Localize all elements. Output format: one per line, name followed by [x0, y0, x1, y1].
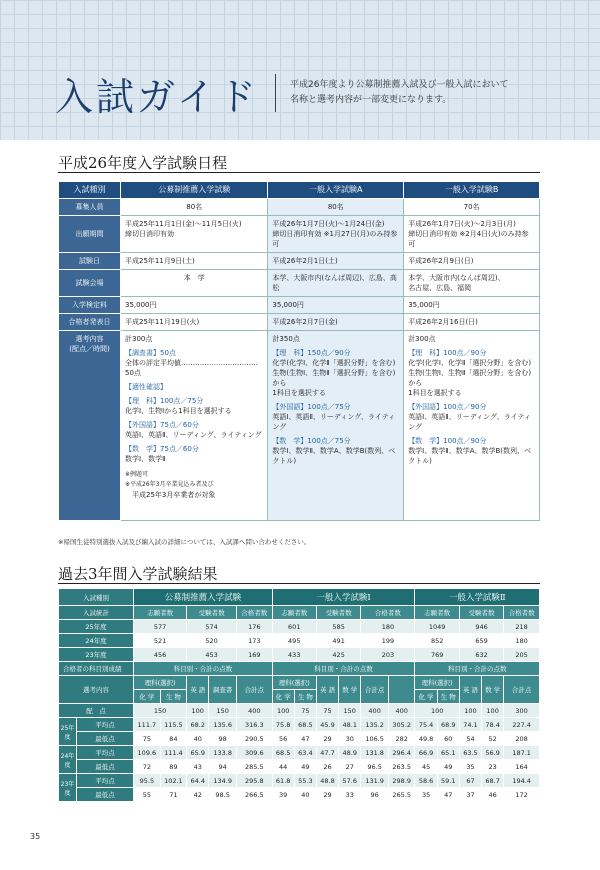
table-cell: 456 — [134, 648, 187, 662]
table-cell: 59.1 — [437, 774, 459, 788]
select-line: ※平成26年3月卒業見込み者及び — [125, 481, 214, 488]
select-line: 【外国語】100点／90分 — [408, 403, 487, 411]
table-cell: 98 — [209, 732, 237, 746]
table-cell: 131.8 — [361, 746, 389, 760]
row-header: 25年度 — [59, 718, 77, 746]
table-cell: 425 — [316, 648, 360, 662]
table-cell: 95.5 — [134, 774, 161, 788]
table-cell: 295.8 — [236, 774, 272, 788]
table-cell: 75 — [134, 732, 161, 746]
table-cell: 平成26年2月16日(日) — [404, 314, 540, 331]
table-cell: 585 — [316, 620, 360, 634]
divider — [58, 172, 540, 173]
select-line: 【数 学】100点／75分 — [272, 437, 351, 445]
table-cell: 75.4 — [415, 718, 437, 732]
column-header: 受験者数 — [459, 606, 503, 620]
table-cell: 66.9 — [415, 746, 437, 760]
table-cell: 55.3 — [294, 774, 316, 788]
table-cell: 37 — [459, 788, 481, 802]
table-cell: 23 — [482, 760, 504, 774]
table-row — [59, 662, 540, 676]
table-cell: 平成26年2月7日(金) — [268, 314, 404, 331]
table-row — [59, 199, 540, 216]
table-cell: 48.8 — [316, 774, 338, 788]
row-header: 平均点 — [77, 774, 134, 788]
row-header: 募集人員 — [59, 199, 121, 216]
row-header: 配 点 — [59, 704, 134, 718]
column-header: 公募制推薦入学試験 — [121, 182, 268, 199]
table-cell: 平成25年11月9日(土) — [121, 253, 268, 270]
divider — [58, 583, 540, 584]
table-row — [59, 270, 540, 297]
table-cell: 65.1 — [437, 746, 459, 760]
table-cell: 75 — [294, 704, 316, 718]
table-cell: 134.9 — [209, 774, 237, 788]
column-header: 一般入学試験Ⅱ — [415, 589, 540, 606]
table-cell: 100 — [187, 704, 209, 718]
table-cell: 115.5 — [160, 718, 187, 732]
column-header: 志願者数 — [272, 606, 316, 620]
table-cell: 150 — [134, 704, 187, 718]
column-header: 一般入学試験B — [404, 182, 540, 199]
table-cell: 80名 — [121, 199, 268, 216]
row-header: 平均点 — [77, 746, 134, 760]
table-cell: 173 — [236, 634, 272, 648]
column-header: 数 学 — [482, 676, 504, 704]
table-cell: 282 — [388, 732, 415, 746]
column-header: 理科(選択) — [134, 676, 187, 690]
table-cell: 131.9 — [361, 774, 389, 788]
table-cell: 平成26年2月1日(土) — [268, 253, 404, 270]
table-cell: 218 — [504, 620, 540, 634]
select-line: 化学Ⅰ、生物Ⅰから1科目を選択する — [125, 407, 232, 415]
table-cell: 100 — [415, 704, 459, 718]
row-header: 24年度 — [59, 746, 77, 774]
row-header: 試験日 — [59, 253, 121, 270]
table-cell: 74.1 — [459, 718, 481, 732]
column-header: 一般入学試験A — [268, 182, 404, 199]
table-cell: 94 — [209, 760, 237, 774]
table-cell: 39 — [272, 788, 294, 802]
table-cell: 203 — [361, 648, 415, 662]
row-header: 入学検定料 — [59, 297, 121, 314]
header-banner — [0, 0, 600, 140]
row-header: 選考内容 — [59, 676, 134, 704]
table-cell: 574 — [187, 620, 237, 634]
table-cell: 30 — [339, 732, 361, 746]
table-cell: 56 — [272, 732, 294, 746]
select-line: 【外国語】100点／75分 — [272, 403, 351, 411]
select-line: 化学(化学Ⅰ、化学Ⅱ「選択分野」を含む) — [408, 359, 532, 367]
table-cell: 63.4 — [294, 746, 316, 760]
table-cell: 100 — [272, 704, 294, 718]
table-cell: 89 — [160, 760, 187, 774]
table-cell: 111.7 — [134, 718, 161, 732]
table-row — [59, 314, 540, 331]
select-line: 英語Ⅰ、英語Ⅱ、リーディング、ライティング — [272, 413, 396, 431]
table-cell: 55 — [134, 788, 161, 802]
table-cell: 35,000円 — [404, 297, 540, 314]
table-cell: 520 — [187, 634, 237, 648]
table-cell: 400 — [236, 704, 272, 718]
table-cell: 100 — [459, 704, 481, 718]
table-row — [59, 774, 540, 788]
table-cell: 632 — [459, 648, 503, 662]
table-cell: 194.4 — [504, 774, 540, 788]
table-cell: 平成26年2月9日(日) — [404, 253, 540, 270]
row-header: 最低点 — [77, 732, 134, 746]
select-line: 【数 学】75点／60分 — [125, 445, 199, 453]
select-content — [121, 331, 268, 521]
table-row — [59, 746, 540, 760]
table-cell: 43 — [187, 760, 209, 774]
table-row — [59, 648, 540, 662]
table-cell: 150 — [339, 704, 361, 718]
table-cell: 47 — [294, 732, 316, 746]
table-cell: 290.5 — [236, 732, 272, 746]
table-cell: 本学、大阪市内(なんば周辺)、広島、高松 — [268, 270, 404, 297]
table-cell: 平成26年1月7日(火)～1月24日(金) 締切日消印有効 ※1月27日(月)のみ持参可 — [268, 216, 404, 253]
divider — [275, 74, 276, 112]
select-line: 化学(化学Ⅰ、化学Ⅱ「選択分野」を含む) — [272, 359, 396, 367]
select-line: 全体の評定平均値……………………………50点 — [125, 359, 258, 377]
table-cell: 433 — [272, 648, 316, 662]
column-header: 数 学 — [339, 676, 361, 704]
table-cell: 300 — [504, 704, 540, 718]
table-cell: 57.6 — [339, 774, 361, 788]
table-cell: 187.1 — [504, 746, 540, 760]
table-cell: 601 — [272, 620, 316, 634]
select-line: 英語Ⅰ、英語Ⅱ、リーディング、ライティング — [125, 431, 262, 439]
table-cell: 135.6 — [209, 718, 237, 732]
header-note — [290, 78, 560, 108]
select-content — [268, 331, 404, 521]
table-cell: 285.5 — [236, 760, 272, 774]
table-cell: 54 — [459, 732, 481, 746]
table-cell: 48.1 — [339, 718, 361, 732]
table-cell: 265.5 — [388, 788, 415, 802]
table-cell: 96 — [361, 788, 389, 802]
table-cell: 659 — [459, 634, 503, 648]
table-cell: 1049 — [415, 620, 459, 634]
table-cell: 453 — [187, 648, 237, 662]
row-header: 23年度 — [59, 774, 77, 802]
table-cell: 400 — [388, 704, 415, 718]
table-cell: 67 — [459, 774, 481, 788]
table-row — [59, 589, 540, 606]
select-line: 数学Ⅰ、数学Ⅱ、数学A、数学B(数列、ベクトル) — [272, 447, 396, 465]
page-number: 35 — [30, 832, 41, 841]
select-line: 【外国語】75点／60分 — [125, 421, 199, 429]
column-header: 志願者数 — [134, 606, 187, 620]
select-line: 1科目を選択する — [272, 389, 326, 397]
table-cell: 75.8 — [272, 718, 294, 732]
table-cell: 133.8 — [209, 746, 237, 760]
footnote: ※帰国生徒特別選抜入試及び編入試の詳細については、入試課へ問い合わせください。 — [58, 538, 311, 546]
table-cell: 169 — [236, 648, 272, 662]
table-cell: 495 — [272, 634, 316, 648]
table-cell: 305.2 — [388, 718, 415, 732]
table-row — [59, 704, 540, 718]
table-cell: 78.4 — [482, 718, 504, 732]
column-header: 生 物 — [294, 690, 316, 704]
table-cell: 109.6 — [134, 746, 161, 760]
table-cell: 46 — [482, 788, 504, 802]
table-cell: 400 — [361, 704, 389, 718]
column-header: 公募制推薦入学試験 — [134, 589, 272, 606]
select-line: 生物(生物Ⅰ、生物Ⅱ「選択分野」を含む)から — [408, 369, 532, 387]
table-row — [59, 718, 540, 732]
column-header: 合計点 — [236, 676, 272, 704]
table-cell: 100 — [482, 704, 504, 718]
table-cell: 577 — [134, 620, 187, 634]
select-content — [404, 331, 540, 521]
select-line: 【理 科】100点／90分 — [408, 349, 487, 357]
table-cell: 491 — [316, 634, 360, 648]
select-line: 1科目を選択する — [408, 389, 462, 397]
table-cell: 68.9 — [437, 718, 459, 732]
table-cell: 72 — [134, 760, 161, 774]
table-cell: 本学、大阪市内(なんば周辺)、 名古屋、広島、福岡 — [404, 270, 540, 297]
select-line: 平成25年3月卒業者が対象 — [125, 491, 216, 499]
column-header: 志願者数 — [415, 606, 459, 620]
column-header: 科目別・合計の点数 — [415, 662, 540, 676]
table-cell: 49 — [437, 760, 459, 774]
row-header: 入試統計 — [59, 606, 134, 620]
row-header: 入試種別 — [59, 589, 134, 606]
table-cell: 40 — [294, 788, 316, 802]
table-cell: 49.8 — [415, 732, 437, 746]
row-header: 最低点 — [77, 760, 134, 774]
select-line: 【適性確認】 — [125, 383, 167, 391]
table-row — [59, 331, 540, 521]
select-line: ※例題可 — [125, 471, 149, 478]
table-cell: 35,000円 — [268, 297, 404, 314]
row-header: 合格者発表日 — [59, 314, 121, 331]
table-cell: 309.6 — [236, 746, 272, 760]
table-cell: 49 — [294, 760, 316, 774]
column-header: 化 学 — [134, 690, 161, 704]
column-header: 科目別・合計の点数 — [134, 662, 272, 676]
table-cell: 35,000円 — [121, 297, 268, 314]
select-line: 【数 学】100点／90分 — [408, 437, 487, 445]
column-header: 合計点 — [361, 676, 389, 704]
table-cell: 106.5 — [361, 732, 389, 746]
table-cell: 75 — [316, 704, 338, 718]
column-header: 英 語 — [316, 676, 338, 704]
row-header: 25年度 — [59, 620, 134, 634]
table-cell: 316.3 — [236, 718, 272, 732]
table-cell: 180 — [504, 634, 540, 648]
table-cell: 70名 — [404, 199, 540, 216]
table-cell: 263.5 — [388, 760, 415, 774]
table-cell: 199 — [361, 634, 415, 648]
page-title: 入試ガイド — [55, 75, 259, 119]
table-cell: 80名 — [268, 199, 404, 216]
select-line: 【調査書】50点 — [125, 349, 176, 357]
column-header: 科目別・合計の点数 — [272, 662, 415, 676]
table-cell: 63.5 — [459, 746, 481, 760]
table-cell: 296.4 — [388, 746, 415, 760]
column-header: 受験者数 — [187, 606, 237, 620]
column-header: 英 語 — [459, 676, 481, 704]
column-header: 調査書 — [209, 676, 237, 704]
table-row — [59, 297, 540, 314]
row-header: 23年度 — [59, 648, 134, 662]
table-cell: 33 — [339, 788, 361, 802]
table-cell: 26 — [316, 760, 338, 774]
table-row — [59, 634, 540, 648]
table-cell: 44 — [272, 760, 294, 774]
table-cell: 521 — [134, 634, 187, 648]
table-cell: 68.5 — [272, 746, 294, 760]
note-line: 名称と選考内容が一部変更になります。 — [290, 95, 452, 105]
select-line: 生物(生物Ⅰ、生物Ⅱ「選択分野」を含む)から — [272, 369, 396, 387]
table-row — [59, 253, 540, 270]
table-cell: 47 — [437, 788, 459, 802]
table-cell: 45.9 — [316, 718, 338, 732]
note-line: 平成26年度より公募制推薦入試及び一般入試において — [290, 80, 509, 90]
table-cell: 227.4 — [504, 718, 540, 732]
table-row — [59, 606, 540, 620]
table-cell: 40 — [187, 732, 209, 746]
table-cell: 176 — [236, 620, 272, 634]
table-cell: 56.9 — [482, 746, 504, 760]
table-cell: 164 — [504, 760, 540, 774]
table-cell: 266.5 — [236, 788, 272, 802]
table-cell: 102.1 — [160, 774, 187, 788]
table-cell: 71 — [160, 788, 187, 802]
table-cell: 27 — [339, 760, 361, 774]
table-cell: 298.9 — [388, 774, 415, 788]
select-line: 英語Ⅰ、英語Ⅱ、リーディング、ライティング — [408, 413, 531, 431]
select-line: 計350点 — [272, 335, 300, 343]
column-header: 理科(選択) — [272, 676, 316, 690]
table-cell: 180 — [361, 620, 415, 634]
table-row — [59, 760, 540, 774]
table-cell: 平成25年11月19日(火) — [121, 314, 268, 331]
row-header: 出願期間 — [59, 216, 121, 253]
column-header: 生 物 — [437, 690, 459, 704]
table-header-row — [59, 182, 540, 199]
table-cell: 96.5 — [361, 760, 389, 774]
row-header: 最低点 — [77, 788, 134, 802]
table-cell: 65.9 — [187, 746, 209, 760]
results-title: 過去3年間入学試験結果 — [58, 565, 218, 583]
table-row — [59, 216, 540, 253]
table-cell: 29 — [316, 788, 338, 802]
table-cell: 852 — [415, 634, 459, 648]
row-header: 平均点 — [77, 718, 134, 732]
table-cell: 45 — [415, 760, 437, 774]
table-cell: 35 — [415, 788, 437, 802]
table-cell: 68.7 — [482, 774, 504, 788]
table-row — [59, 732, 540, 746]
table-cell: 135.2 — [361, 718, 389, 732]
column-header: 合格者数 — [236, 606, 272, 620]
column-header: 化 学 — [415, 690, 437, 704]
table-cell: 172 — [504, 788, 540, 802]
select-line: 【理 科】150点／90分 — [272, 349, 351, 357]
select-line: 数学Ⅰ、数学Ⅱ、数学A、数学B(数列、ベクトル) — [408, 447, 532, 465]
table-cell: 52 — [482, 732, 504, 746]
results-table — [58, 588, 540, 802]
row-header: 選考内容 (配点／時間) — [59, 331, 121, 521]
table-cell: 平成25年11月1日(金)～11月5日(火) 締切日消印有効 — [121, 216, 268, 253]
column-header: 合格者数 — [504, 606, 540, 620]
table-cell: 84 — [160, 732, 187, 746]
table-cell: 48.9 — [339, 746, 361, 760]
row-header: 合格者の科目別成績 — [59, 662, 134, 676]
table-cell: 本 学 — [121, 270, 268, 297]
table-cell: 35 — [459, 760, 481, 774]
column-header: 入試種別 — [59, 182, 121, 199]
table-cell: 47.7 — [316, 746, 338, 760]
row-header: 24年度 — [59, 634, 134, 648]
table-cell: 769 — [415, 648, 459, 662]
table-row — [59, 620, 540, 634]
table-cell: 29 — [316, 732, 338, 746]
column-header: 英 語 — [187, 676, 209, 704]
column-header: 受験者数 — [316, 606, 360, 620]
table-cell: 平成26年1月7日(火)～2月3日(月) 締切日消印有効 ※2月4日(火)のみ持参可 — [404, 216, 540, 253]
select-line: 計300点 — [125, 335, 153, 343]
select-line: 数学Ⅰ、数学Ⅱ — [125, 455, 166, 463]
schedule-table — [58, 181, 540, 521]
table-cell: 61.8 — [272, 774, 294, 788]
table-cell: 68.2 — [187, 718, 209, 732]
table-cell: 208 — [504, 732, 540, 746]
column-header: 合計点 — [504, 676, 540, 704]
table-cell: 68.5 — [294, 718, 316, 732]
column-header: 生 物 — [160, 690, 187, 704]
table-cell: 150 — [209, 704, 237, 718]
table-cell: 98.5 — [209, 788, 237, 802]
column-header: 理科(選択) — [415, 676, 459, 690]
table-row — [59, 788, 540, 802]
select-line: 【理 科】100点／75分 — [125, 397, 204, 405]
column-header: 合格者数 — [361, 606, 415, 620]
column-header: 化 学 — [272, 690, 294, 704]
table-cell: 946 — [459, 620, 503, 634]
schedule-title: 平成26年度入学試験日程 — [58, 154, 228, 172]
table-cell: 60 — [437, 732, 459, 746]
table-cell: 42 — [187, 788, 209, 802]
table-cell: 111.4 — [160, 746, 187, 760]
table-cell: 64.4 — [187, 774, 209, 788]
column-header — [388, 676, 415, 704]
column-header: 一般入学試験Ⅰ — [272, 589, 415, 606]
table-cell: 58.6 — [415, 774, 437, 788]
row-header: 試験会場 — [59, 270, 121, 297]
table-row — [59, 676, 540, 690]
table-cell: 205 — [504, 648, 540, 662]
select-line: 計300点 — [408, 335, 436, 343]
